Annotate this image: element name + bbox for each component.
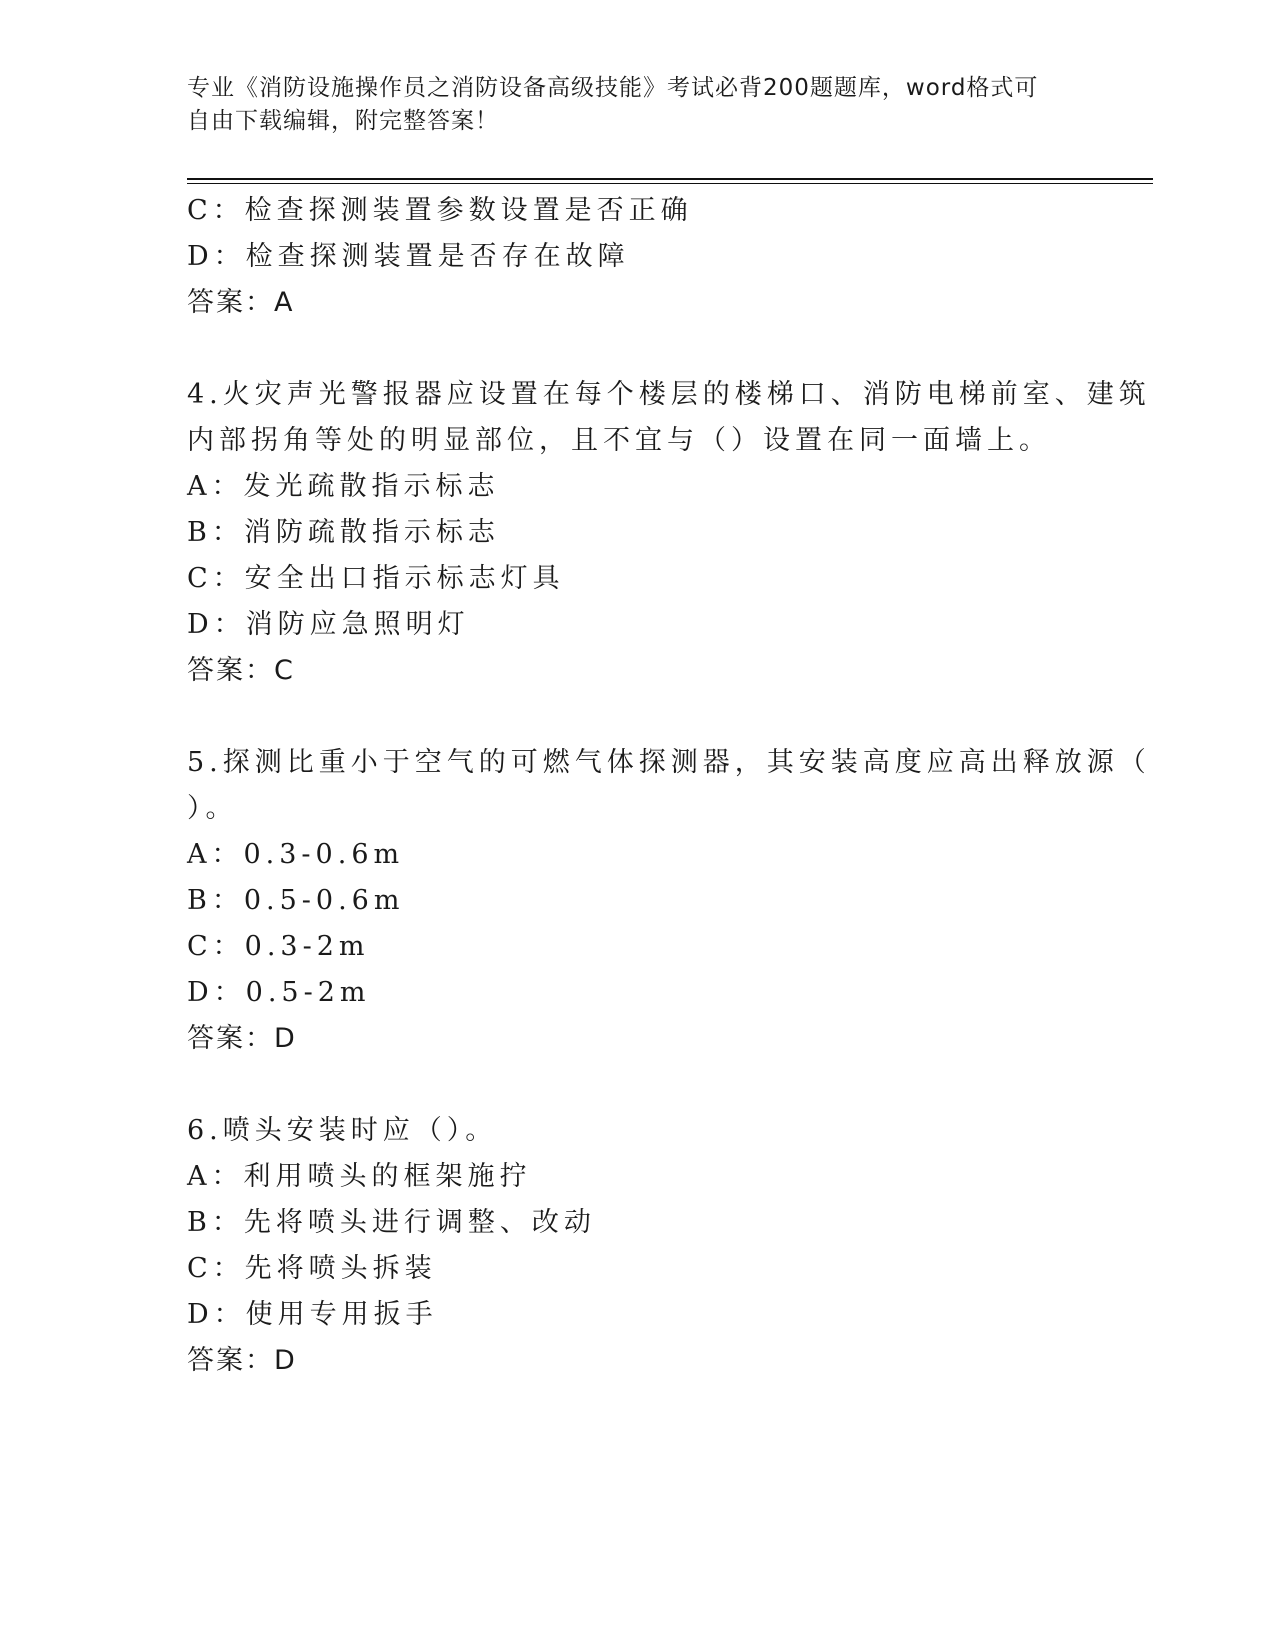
q6-option-d: D：使用专用扳手: [187, 1299, 438, 1330]
header-line-1: 专业《消防设施操作员之消防设备高级技能》考试必背200题题库，word格式可: [187, 75, 1039, 101]
question-4: [187, 372, 1151, 694]
spacer: [187, 694, 1087, 740]
header-line-2: 自由下载编辑，附完整答案！: [187, 108, 499, 134]
q5-stem-line-2: ）。: [187, 793, 238, 824]
q5-answer: 答案：D: [187, 1023, 297, 1054]
spacer: [187, 326, 1087, 372]
q3-answer: 答案：A: [187, 287, 295, 318]
q4-option-c: C：安全出口指示标志灯具: [187, 563, 565, 594]
q6-answer: 答案：D: [187, 1345, 297, 1376]
question-6: [187, 1108, 1087, 1384]
q5-option-b: B：0.5-0.6m: [187, 885, 405, 916]
question-list: [187, 188, 1151, 1384]
q5-stem-line-1: 5.探测比重小于空气的可燃气体探测器，其安装高度应高出释放源（: [187, 747, 1151, 778]
q6-option-a: A：利用喷头的框架施拧: [187, 1161, 532, 1192]
q4-option-a: A：发光疏散指示标志: [187, 471, 500, 502]
q3-option-d: D：检查探测装置是否存在故障: [187, 241, 630, 272]
header-divider-thin: [187, 183, 1153, 184]
q6-option-b: B：先将喷头进行调整、改动: [187, 1207, 596, 1238]
header-divider-thick: [187, 178, 1153, 180]
q5-option-d: D：0.5-2m: [187, 977, 371, 1008]
spacer: [187, 1062, 1087, 1108]
q4-answer: 答案：C: [187, 655, 295, 686]
q4-option-b: B：消防疏散指示标志: [187, 517, 500, 548]
q6-stem: 6.喷头安装时应（）。: [187, 1115, 498, 1146]
document-header: [187, 72, 1087, 138]
q4-option-d: D：消防应急照明灯: [187, 609, 470, 640]
q6-option-c: C：先将喷头拆装: [187, 1253, 437, 1284]
q4-stem-line-2: 内部拐角等处的明显部位，且不宜与（）设置在同一面墙上。: [187, 425, 1051, 456]
question-3-tail: [187, 188, 1087, 326]
q4-stem-line-1: 4.火灾声光警报器应设置在每个楼层的楼梯口、消防电梯前室、建筑: [187, 379, 1151, 410]
question-5: [187, 740, 1151, 1062]
q3-option-c: C：检查探测装置参数设置是否正确: [187, 195, 693, 226]
q5-option-c: C：0.3-2m: [187, 931, 370, 962]
q5-option-a: A：0.3-0.6m: [187, 839, 405, 870]
